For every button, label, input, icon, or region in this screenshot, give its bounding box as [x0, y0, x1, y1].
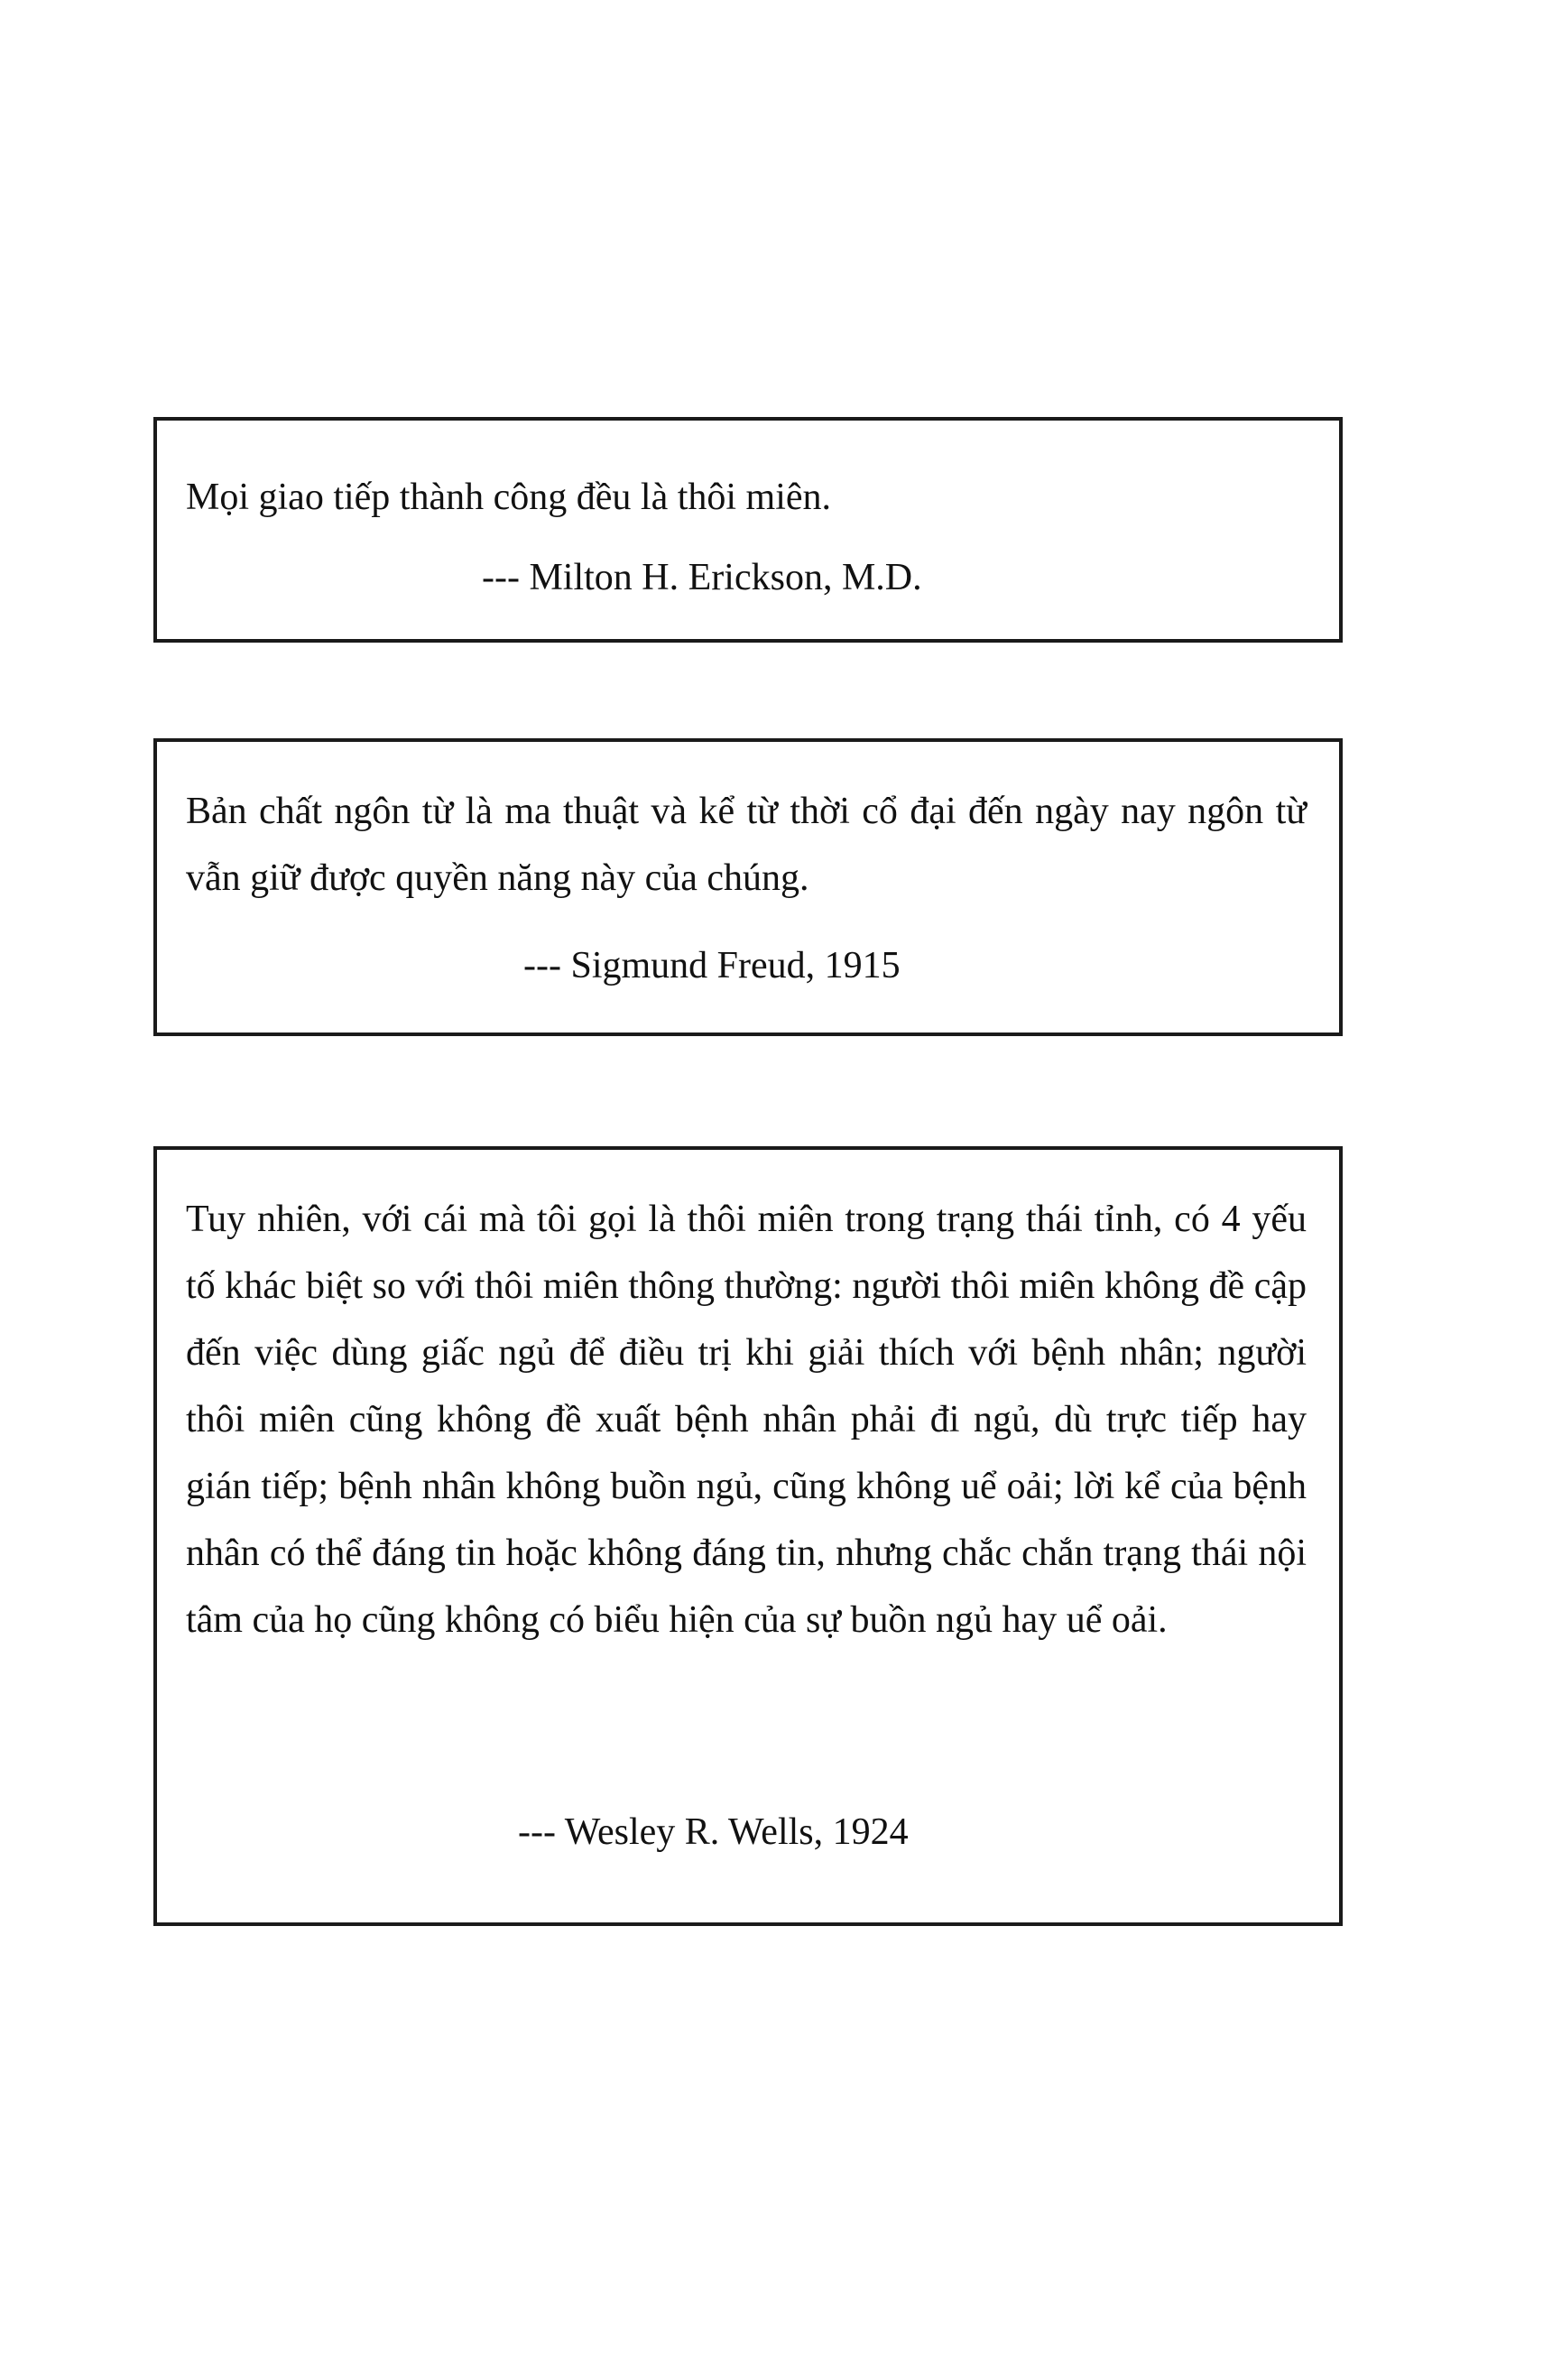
- quote-text: Tuy nhiên, với cái mà tôi gọi là thôi miên trong trạng thái tỉnh, có 4 yếu tố khác biệt so với thôi miên thông thường: người thôi miên không đề cập đến việc dùng giấc ngủ để điều trị khi giải thích với bệnh nhân; người thôi miên cũng không đề xuất bệnh nhân phải đi ngủ, dù trực tiếp hay gián tiếp; bệnh nhân không buồn ngủ, cũng không uể oải; lời kể của bệnh nhân có thể đáng tin hoặc không đáng tin, nhưng chắc chắn trạng thái nội tâm của họ cũng không có biểu hiện của sự buồn ngủ hay uể oải.: [186, 1199, 1307, 1641]
- quote-attribution: --- Sigmund Freud, 1915: [523, 945, 901, 986]
- quote-box-erickson: [153, 417, 1343, 643]
- quote-text: Mọi giao tiếp thành công đều là thôi miên.: [186, 477, 832, 518]
- quote-box-wells: [153, 1146, 1343, 1926]
- quote-attribution: --- Wesley R. Wells, 1924: [518, 1811, 909, 1853]
- quote-text: Bản chất ngôn từ là ma thuật và kể từ thời cổ đại đến ngày nay ngôn từ vẫn giữ được quyền năng này của chúng.: [186, 791, 1307, 899]
- quote-attribution: --- Milton H. Erickson, M.D.: [482, 557, 922, 598]
- quote-box-freud: [153, 738, 1343, 1036]
